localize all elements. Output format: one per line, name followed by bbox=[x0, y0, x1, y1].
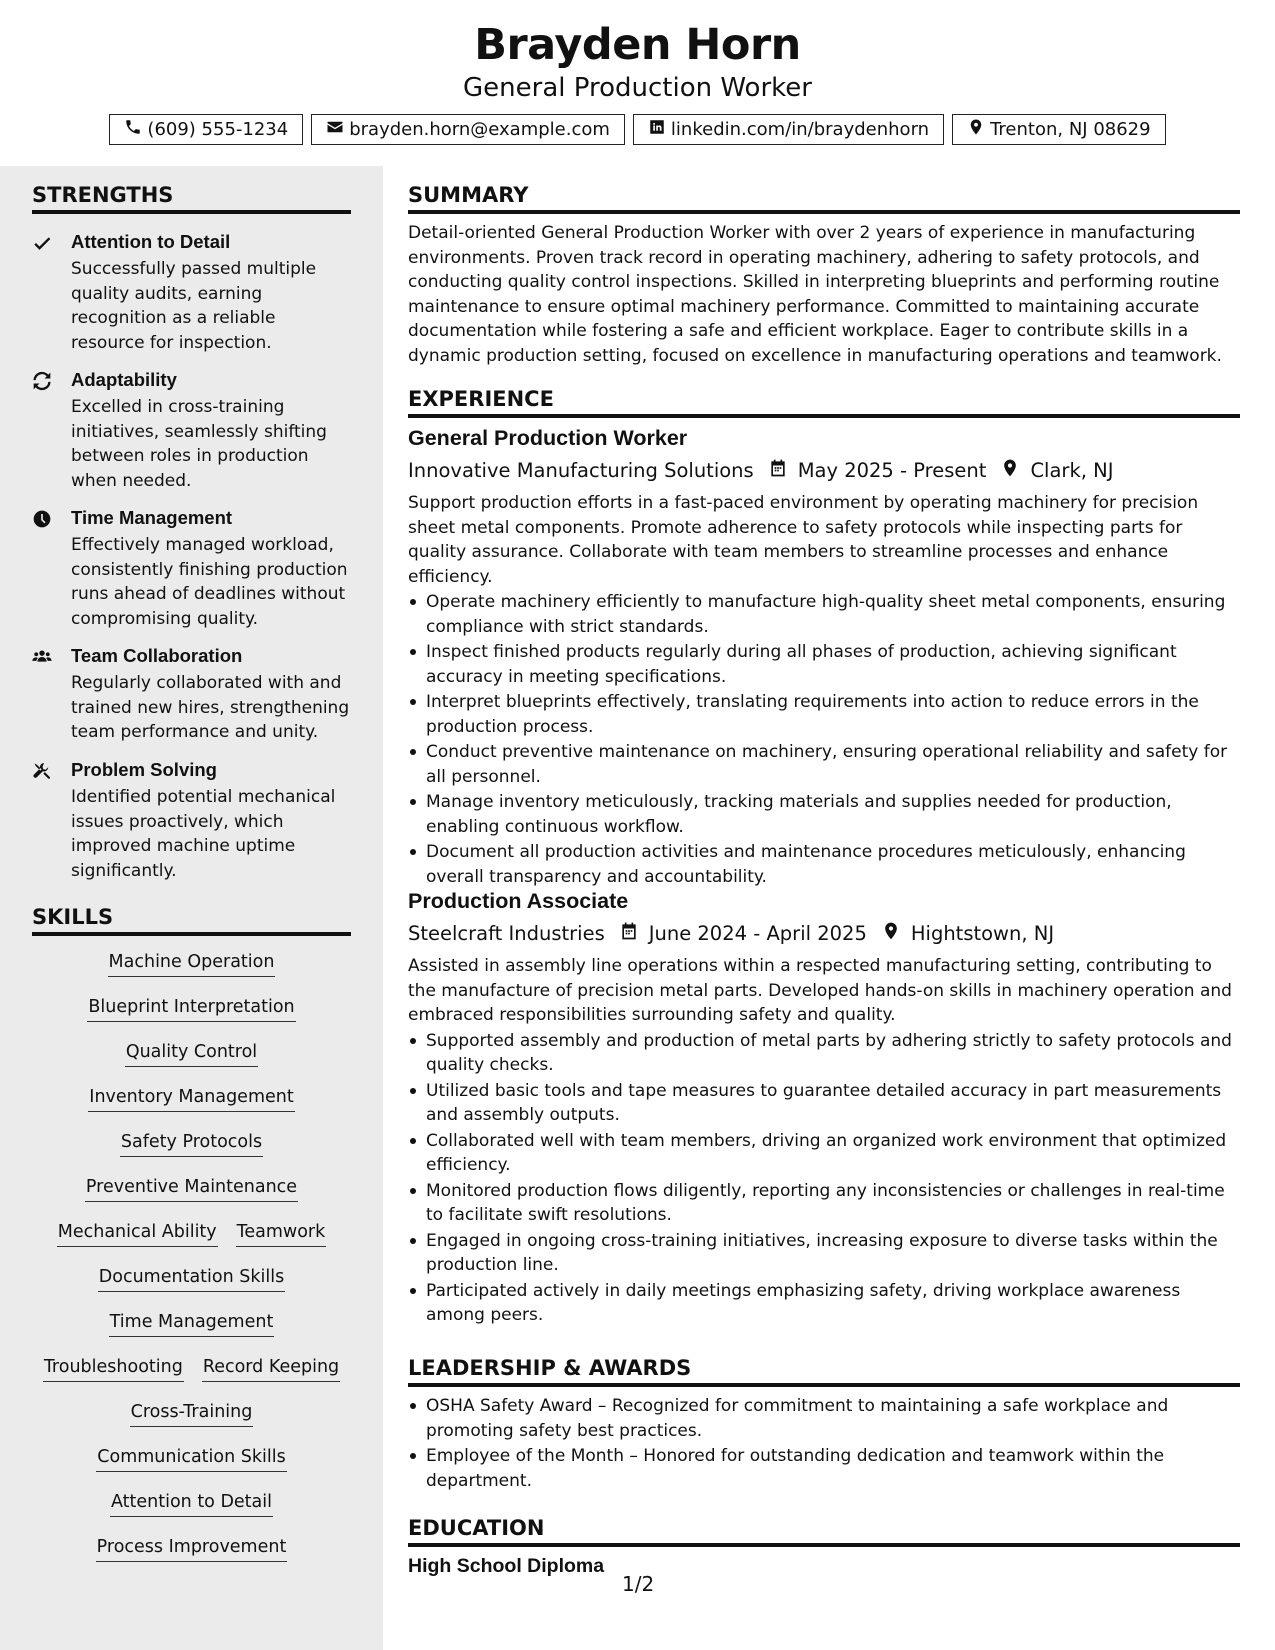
strength-title: Attention to Detail bbox=[71, 231, 231, 252]
strength-title: Team Collaboration bbox=[71, 645, 243, 666]
list-item: Collaborated well with team members, driving an organized work environment that optimized efficiency. bbox=[408, 1129, 1240, 1178]
map-pin-icon bbox=[867, 921, 911, 946]
list-item: Manage inventory meticulously, tracking materials and supplies needed for production, enabling continuous workflow. bbox=[408, 790, 1240, 839]
users-icon bbox=[32, 647, 56, 667]
contact-location-text: Trenton, NJ 08629 bbox=[990, 119, 1151, 140]
list-item: Engaged in ongoing cross-training initiatives, increasing exposure to diverse tasks within the production line. bbox=[408, 1229, 1240, 1278]
clock-icon bbox=[32, 509, 56, 529]
checkmark-icon bbox=[32, 233, 56, 253]
refresh-icon bbox=[32, 371, 56, 391]
list-item: Employee of the Month – Honored for outstanding dedication and teamwork within the department. bbox=[408, 1444, 1240, 1493]
job-dates: May 2025 - Present bbox=[797, 458, 987, 482]
strength-desc: Identified potential mechanical issues proactively, which improved machine uptime significantly. bbox=[71, 787, 336, 881]
list-item: Participated actively in daily meetings emphasizing safety, driving workplace awareness among peers. bbox=[408, 1279, 1240, 1328]
contact-location[interactable] bbox=[952, 114, 1166, 145]
job-bullets bbox=[408, 1029, 1240, 1328]
summary-heading: SUMMARY bbox=[408, 183, 1240, 214]
skill-tag: Blueprint Interpretation bbox=[87, 995, 295, 1022]
education-heading: EDUCATION bbox=[408, 1516, 1240, 1547]
job-company: Steelcraft Industries bbox=[408, 921, 605, 945]
strength-desc: Regularly collaborated with and trained new hires, strengthening team performance and unity. bbox=[71, 673, 350, 742]
strength-desc: Excelled in cross-training initiatives, seamlessly shifting between roles in production when needed. bbox=[71, 397, 327, 491]
job-bullets bbox=[408, 590, 1240, 889]
strength-desc: Effectively managed workload, consistently finishing production runs ahead of deadlines without compromising quality. bbox=[71, 535, 348, 629]
experience-section bbox=[408, 387, 1240, 890]
job-description: Support production efforts in a fast-paced environment by operating machinery for precision sheet metal components. Promote adherence to safety protocols while inspecting parts for quality assurance. Collaborate with team members to streamline processes and enhance efficiency. bbox=[408, 493, 1199, 587]
strength-desc: Successfully passed multiple quality audits, earning recognition as a reliable resource for inspection. bbox=[71, 259, 317, 353]
job-meta bbox=[408, 919, 1240, 947]
skill-tag: Machine Operation bbox=[108, 950, 276, 977]
contact-email[interactable] bbox=[311, 114, 625, 145]
contact-linkedin[interactable] bbox=[633, 114, 944, 145]
skill-tag: Safety Protocols bbox=[120, 1130, 263, 1157]
contact-phone-text: (609) 555-1234 bbox=[147, 119, 289, 140]
page-number: 1/2 bbox=[622, 1572, 655, 1596]
job-location: Hightstown, NJ bbox=[910, 921, 1055, 945]
tools-icon bbox=[32, 761, 56, 781]
skill-tag: Preventive Maintenance bbox=[85, 1175, 298, 1202]
list-item: Monitored production flows diligently, reporting any inconsistencies or challenges in real-time to facilitate swift resolutions. bbox=[408, 1179, 1240, 1228]
candidate-title: General Production Worker bbox=[463, 73, 812, 103]
list-item: Document all production activities and maintenance procedures meticulously, enhancing overall transparency and accountability. bbox=[408, 840, 1240, 889]
contact-bar bbox=[0, 114, 1275, 145]
awards-heading: LEADERSHIP & AWARDS bbox=[408, 1356, 1240, 1387]
strength-title: Time Management bbox=[71, 507, 233, 528]
list-item: Supported assembly and production of metal parts by adhering strictly to safety protocols and quality checks. bbox=[408, 1029, 1240, 1078]
skills-heading bbox=[32, 905, 351, 936]
summary-section bbox=[408, 183, 1240, 368]
education-title: High School Diploma bbox=[408, 1555, 605, 1577]
skill-tag: Time Management bbox=[109, 1310, 275, 1337]
education-section bbox=[408, 1516, 1240, 1578]
list-item: Operate machinery efficiently to manufacture high-quality sheet metal components, ensuring compliance with strict standards. bbox=[408, 590, 1240, 639]
list-item: OSHA Safety Award – Recognized for commitment to maintaining a safe workplace and promoting safety best practices. bbox=[408, 1394, 1240, 1443]
skill-tag: Inventory Management bbox=[88, 1085, 294, 1112]
skill-tag: Record Keeping bbox=[202, 1355, 340, 1382]
job-company: Innovative Manufacturing Solutions bbox=[408, 458, 754, 482]
strengths-heading-text: STRENGTHS bbox=[32, 183, 351, 214]
job-title: Production Associate bbox=[408, 889, 629, 913]
job-entry bbox=[408, 426, 1240, 889]
contact-phone[interactable] bbox=[109, 114, 303, 145]
list-item: Interpret blueprints effectively, translating requirements into action to reduce errors in the production process. bbox=[408, 690, 1240, 739]
summary-text: Detail-oriented General Production Worker with over 2 years of experience in manufacturing environments. Proven track record in operating machinery, adhering to safety protocols, and conducting quality control inspections. Skilled in interpreting blueprints and performing routine maintenance to ensure optimal machinery performance. Committed to maintaining accurate documentation while fostering a safe and efficient workplace. Eager to contribute skills in a dynamic production setting, focused on excellence in manufacturing operations and teamwork. bbox=[408, 223, 1222, 366]
skills-list bbox=[32, 950, 351, 1580]
candidate-name: Brayden Horn bbox=[474, 20, 801, 70]
skill-tag: Troubleshooting bbox=[43, 1355, 184, 1382]
list-item: Conduct preventive maintenance on machinery, ensuring operational reliability and safety for all personnel. bbox=[408, 740, 1240, 789]
calendar-icon bbox=[605, 921, 649, 946]
job-location: Clark, NJ bbox=[1030, 458, 1114, 482]
job-title: General Production Worker bbox=[408, 426, 688, 450]
job-dates: June 2024 - April 2025 bbox=[648, 921, 867, 945]
calendar-icon bbox=[754, 458, 798, 483]
strength-title: Problem Solving bbox=[71, 759, 217, 780]
list-item: Inspect finished products regularly during all phases of production, achieving significant accuracy in meeting specifications. bbox=[408, 640, 1240, 689]
skill-tag: Documentation Skills bbox=[98, 1265, 285, 1292]
strength-title: Adaptability bbox=[71, 369, 177, 390]
contact-linkedin-text: linkedin.com/in/braydenhorn bbox=[670, 119, 930, 140]
contact-email-text: brayden.horn@example.com bbox=[349, 119, 610, 140]
skill-tag: Attention to Detail bbox=[110, 1490, 273, 1517]
skill-tag: Mechanical Ability bbox=[57, 1220, 218, 1247]
linkedin-icon bbox=[648, 118, 666, 141]
skill-tag: Communication Skills bbox=[96, 1445, 286, 1472]
list-item: Utilized basic tools and tape measures to guarantee detailed accuracy in part measurements and assembly outputs. bbox=[408, 1079, 1240, 1128]
awards-section bbox=[408, 1356, 1240, 1494]
skills-heading-text: SKILLS bbox=[32, 905, 351, 936]
awards-list bbox=[408, 1394, 1240, 1493]
map-pin-icon bbox=[986, 458, 1030, 483]
skill-tag: Quality Control bbox=[125, 1040, 258, 1067]
job-entry bbox=[408, 889, 1240, 1329]
skill-tag: Cross-Training bbox=[130, 1400, 254, 1427]
skill-tag: Teamwork bbox=[236, 1220, 327, 1247]
strengths-heading bbox=[32, 183, 351, 214]
experience-heading: EXPERIENCE bbox=[408, 387, 1240, 418]
skill-tag: Process Improvement bbox=[96, 1535, 288, 1562]
job-meta bbox=[408, 456, 1240, 484]
envelope-icon bbox=[326, 118, 344, 141]
phone-icon bbox=[124, 118, 142, 141]
job-description: Assisted in assembly line operations within a respected manufacturing setting, contributing to the manufacture of precision metal parts. Developed hands-on skills in machinery operation and embraced responsibilities surrounding safety and quality. bbox=[408, 956, 1232, 1025]
map-pin-icon bbox=[967, 118, 985, 141]
